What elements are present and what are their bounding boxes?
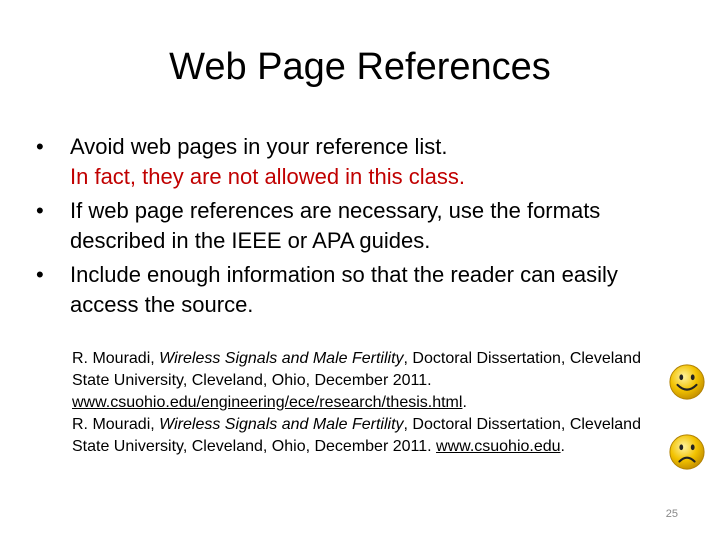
- reference-examples: [72, 348, 662, 458]
- smiley-happy-icon: [668, 363, 706, 401]
- reference-link[interactable]: www.csuohio.edu: [436, 438, 561, 455]
- reference-title: Wireless Signals and Male Fertility: [159, 350, 404, 367]
- page-title: Web Page References: [169, 46, 551, 88]
- reference-details: , Doctoral Dissertation, Cleveland State University, Cleveland, Ohio, December 2011.: [72, 350, 641, 389]
- page-number: 25: [665, 508, 678, 520]
- reference-author: R. Mouradi,: [72, 350, 160, 367]
- bullet-emphasis: In fact, they are not allowed in this class.: [70, 164, 465, 189]
- reference-details: , Doctoral Dissertation, Cleveland State University, Cleveland, Ohio, December 2011.: [72, 416, 641, 455]
- bullet-list: [36, 132, 686, 324]
- reference-entry: [72, 414, 662, 458]
- reference-entry: [72, 348, 662, 414]
- bullet-item: [36, 196, 686, 256]
- smiley-sad-icon: [668, 433, 706, 471]
- bullet-dot: •: [36, 262, 44, 287]
- bullet-item: [36, 260, 686, 320]
- bullet-text: Include enough information so that the reader can easily access the source.: [70, 262, 618, 317]
- bullet-dot: •: [36, 198, 44, 223]
- reference-period: .: [462, 394, 467, 411]
- bullet-text: Avoid web pages in your reference list.: [70, 134, 448, 159]
- reference-link[interactable]: www.csuohio.edu/engineering/ece/research/thesis.html: [72, 394, 463, 411]
- reference-title: Wireless Signals and Male Fertility: [159, 416, 404, 433]
- bullet-dot: •: [36, 134, 44, 159]
- bullet-text: If web page references are necessary, use the formats described in the IEEE or APA guides.: [70, 198, 601, 253]
- reference-author: R. Mouradi,: [72, 416, 160, 433]
- bullet-item: [36, 132, 686, 192]
- reference-period: .: [560, 438, 565, 455]
